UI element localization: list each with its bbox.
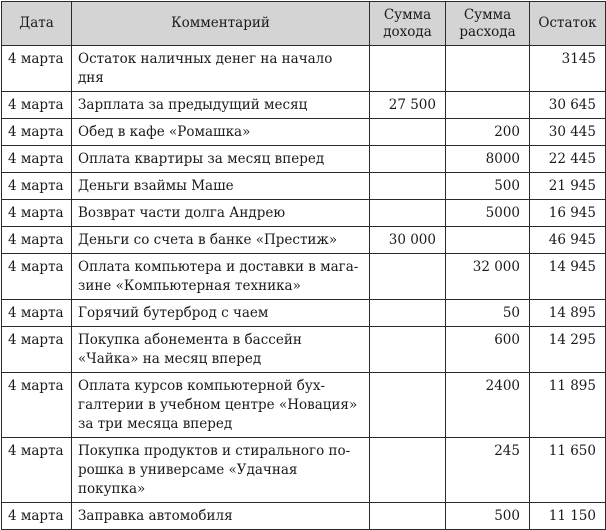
- cell-comment: Оплата компьютера и доставки в мага- зине «Компьютерная техника»: [72, 254, 370, 300]
- table-row: [2, 254, 606, 300]
- cell-balance: 14 295: [530, 327, 606, 373]
- cell-expense: 32 000: [446, 254, 530, 300]
- cell-comment: Оплата курсов компьютерной бух- галтерии в учебном центре «Новация» за три месяца вперед: [72, 373, 370, 438]
- cell-balance: 30 645: [530, 92, 606, 119]
- cell-expense: 245: [446, 438, 530, 503]
- cell-expense: 500: [446, 173, 530, 200]
- cell-date: 4 марта: [2, 46, 72, 92]
- cell-income: [370, 254, 446, 300]
- cell-income: [370, 146, 446, 173]
- cell-date: 4 марта: [2, 254, 72, 300]
- cell-date: 4 марта: [2, 438, 72, 503]
- table-row: [2, 119, 606, 146]
- ledger-body: [2, 46, 606, 530]
- table-row: [2, 173, 606, 200]
- cell-comment: Возврат части долга Андрею: [72, 200, 370, 227]
- header-date: Дата: [2, 2, 72, 46]
- cell-income: [370, 438, 446, 503]
- cell-income: [370, 173, 446, 200]
- cell-income: [370, 46, 446, 92]
- cell-date: 4 марта: [2, 146, 72, 173]
- cell-comment: Остаток наличных денег на начало дня: [72, 46, 370, 92]
- cell-balance: 3145: [530, 46, 606, 92]
- cell-expense: [446, 227, 530, 254]
- cell-date: 4 марта: [2, 300, 72, 327]
- cell-income: [370, 300, 446, 327]
- cell-comment: Покупка абонемента в бассейн «Чайка» на месяц вперед: [72, 327, 370, 373]
- cell-comment: Горячий бутерброд с чаем: [72, 300, 370, 327]
- cell-expense: 600: [446, 327, 530, 373]
- cell-expense: 500: [446, 503, 530, 530]
- cell-expense: [446, 92, 530, 119]
- cell-balance: 21 945: [530, 173, 606, 200]
- header-expense: Сумма расхода: [446, 2, 530, 46]
- header-balance: Остаток: [530, 2, 606, 46]
- header-income: Сумма дохода: [370, 2, 446, 46]
- header-row: [2, 2, 606, 46]
- cell-date: 4 марта: [2, 92, 72, 119]
- cell-comment: Обед в кафе «Ромашка»: [72, 119, 370, 146]
- cell-comment: Деньги взаймы Маше: [72, 173, 370, 200]
- cell-income: [370, 327, 446, 373]
- cell-balance: 22 445: [530, 146, 606, 173]
- table-row: [2, 438, 606, 503]
- cell-date: 4 марта: [2, 200, 72, 227]
- cell-date: 4 марта: [2, 227, 72, 254]
- cell-expense: [446, 46, 530, 92]
- cell-balance: 30 445: [530, 119, 606, 146]
- table-row: [2, 327, 606, 373]
- table-row: [2, 92, 606, 119]
- cell-income: [370, 373, 446, 438]
- cell-balance: 14 895: [530, 300, 606, 327]
- table-row: [2, 200, 606, 227]
- table-row: [2, 146, 606, 173]
- cash-ledger-table: [1, 1, 606, 530]
- cell-balance: 11 650: [530, 438, 606, 503]
- cell-income: [370, 503, 446, 530]
- cell-balance: 11 150: [530, 503, 606, 530]
- cell-comment: Оплата квартиры за месяц вперед: [72, 146, 370, 173]
- table-row: [2, 227, 606, 254]
- cell-date: 4 марта: [2, 373, 72, 438]
- cell-income: [370, 200, 446, 227]
- cell-balance: 16 945: [530, 200, 606, 227]
- cell-income: [370, 119, 446, 146]
- cell-comment: Деньги со счета в банке «Престиж»: [72, 227, 370, 254]
- cell-expense: 200: [446, 119, 530, 146]
- cell-expense: 8000: [446, 146, 530, 173]
- header-comment: Комментарий: [72, 2, 370, 46]
- table-row: [2, 46, 606, 92]
- cell-date: 4 марта: [2, 503, 72, 530]
- cell-comment: Заправка автомобиля: [72, 503, 370, 530]
- cell-balance: 11 895: [530, 373, 606, 438]
- cell-balance: 46 945: [530, 227, 606, 254]
- table-row: [2, 503, 606, 530]
- cell-income: 30 000: [370, 227, 446, 254]
- cell-expense: 2400: [446, 373, 530, 438]
- table-row: [2, 300, 606, 327]
- cell-income: 27 500: [370, 92, 446, 119]
- cell-comment: Зарплата за предыдущий месяц: [72, 92, 370, 119]
- table-row: [2, 373, 606, 438]
- cell-date: 4 марта: [2, 173, 72, 200]
- cell-comment: Покупка продуктов и стирального по- рошка в универсаме «Удачная покупка»: [72, 438, 370, 503]
- cell-date: 4 марта: [2, 119, 72, 146]
- cell-date: 4 марта: [2, 327, 72, 373]
- cell-expense: 50: [446, 300, 530, 327]
- cell-expense: 5000: [446, 200, 530, 227]
- cell-balance: 14 945: [530, 254, 606, 300]
